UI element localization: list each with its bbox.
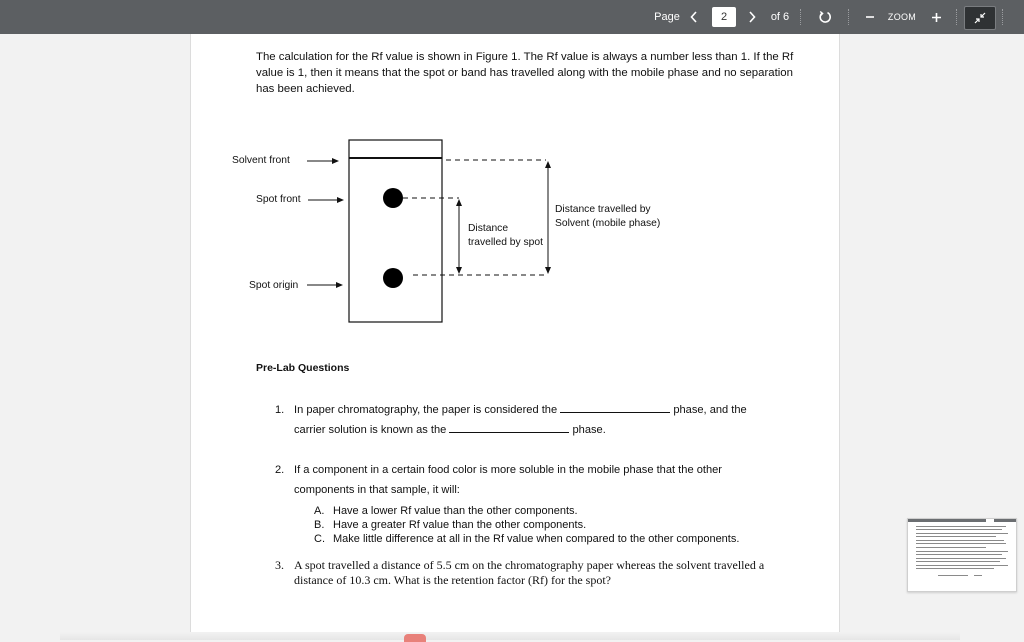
q1-blank-1 xyxy=(560,411,670,413)
q1-text-2: phase, and the xyxy=(673,404,747,416)
intro-paragraph: The calculation for the Rf value is shown in Figure 1. The Rf value is always a number less than 1. If the Rf value is 1, then it means that the spot or band has travelled along with the mobile phase and no separation has been achieved. xyxy=(256,51,794,95)
fit-page-button[interactable] xyxy=(964,6,996,30)
question-3 xyxy=(275,558,815,588)
next-page-button[interactable] xyxy=(744,0,760,34)
collapse-arrows-icon xyxy=(974,12,986,24)
distance-solvent-label-2: Solvent (mobile phase) xyxy=(555,218,661,229)
question-2-number: 2. xyxy=(275,464,285,476)
question-2 xyxy=(275,460,815,500)
q2-option-b xyxy=(314,519,586,531)
option-c-letter: C. xyxy=(314,533,325,545)
document-page xyxy=(190,34,840,640)
spot-front-label: Spot front xyxy=(256,194,301,205)
paper-strip xyxy=(349,140,442,322)
q1-blank-2 xyxy=(449,431,569,433)
q1-text-1: In paper chromatography, the paper is considered the xyxy=(294,404,558,416)
notification-tab[interactable] xyxy=(404,634,426,642)
toolbar-separator xyxy=(956,9,957,25)
spot-origin-label: Spot origin xyxy=(249,280,299,291)
q2-option-c xyxy=(314,533,739,545)
option-b-text: Have a greater Rf value than the other components. xyxy=(333,519,587,531)
rotate-button[interactable] xyxy=(814,0,836,34)
option-b-letter: B. xyxy=(314,519,325,531)
zoom-in-button[interactable] xyxy=(926,0,946,34)
toolbar-separator xyxy=(800,9,801,25)
q2-line-1: If a component in a certain food color is more soluble in the mobile phase that the other xyxy=(294,464,722,476)
option-c-text: Make little difference at all in the Rf value when compared to the other components. xyxy=(333,533,740,545)
toolbar-separator xyxy=(848,9,849,25)
zoom-label: ZOOM xyxy=(887,12,917,22)
pdf-toolbar xyxy=(0,0,1024,34)
plus-icon xyxy=(931,12,942,23)
solvent-front-label: Solvent front xyxy=(232,155,290,166)
page-total: of 6 xyxy=(770,11,790,23)
option-a-letter: A. xyxy=(314,505,325,517)
minus-icon xyxy=(865,12,875,22)
spot-origin-dot xyxy=(383,268,403,288)
zoom-out-button[interactable] xyxy=(860,0,880,34)
toolbar-separator xyxy=(1002,9,1003,25)
option-a-text: Have a lower Rf value than the other components. xyxy=(333,505,578,517)
thumbnail-preview xyxy=(908,519,1016,591)
distance-spot-label-2: travelled by spot xyxy=(468,237,543,248)
spot-front-dot xyxy=(383,188,403,208)
prelab-heading: Pre-Lab Questions xyxy=(256,362,350,374)
question-1 xyxy=(275,400,795,440)
page-thumbnail[interactable] xyxy=(907,518,1017,592)
q3-line-1: A spot travelled a distance of 5.5 cm on the chromatography paper whereas the solvent travelled a xyxy=(294,558,765,572)
chevron-left-icon xyxy=(690,11,698,23)
q2-option-a xyxy=(314,505,578,517)
page-label: Page xyxy=(654,11,680,23)
page-number-input[interactable]: 2 xyxy=(712,7,736,27)
bottom-shadow xyxy=(60,632,960,640)
question-3-number: 3. xyxy=(275,558,284,572)
chevron-right-icon xyxy=(748,11,756,23)
distance-solvent-label-1: Distance travelled by xyxy=(555,204,651,215)
prev-page-button[interactable] xyxy=(686,0,702,34)
distance-spot-label-1: Distance xyxy=(468,223,509,234)
rotate-icon xyxy=(818,10,832,24)
question-1-number: 1. xyxy=(275,404,285,416)
q3-line-2: distance of 10.3 cm. What is the retention factor (Rf) for the spot? xyxy=(294,573,612,587)
q1-text-3: carrier solution is known as the xyxy=(294,424,447,436)
q1-text-4: phase. xyxy=(572,424,606,436)
q2-line-2: components in that sample, it will: xyxy=(294,484,460,496)
